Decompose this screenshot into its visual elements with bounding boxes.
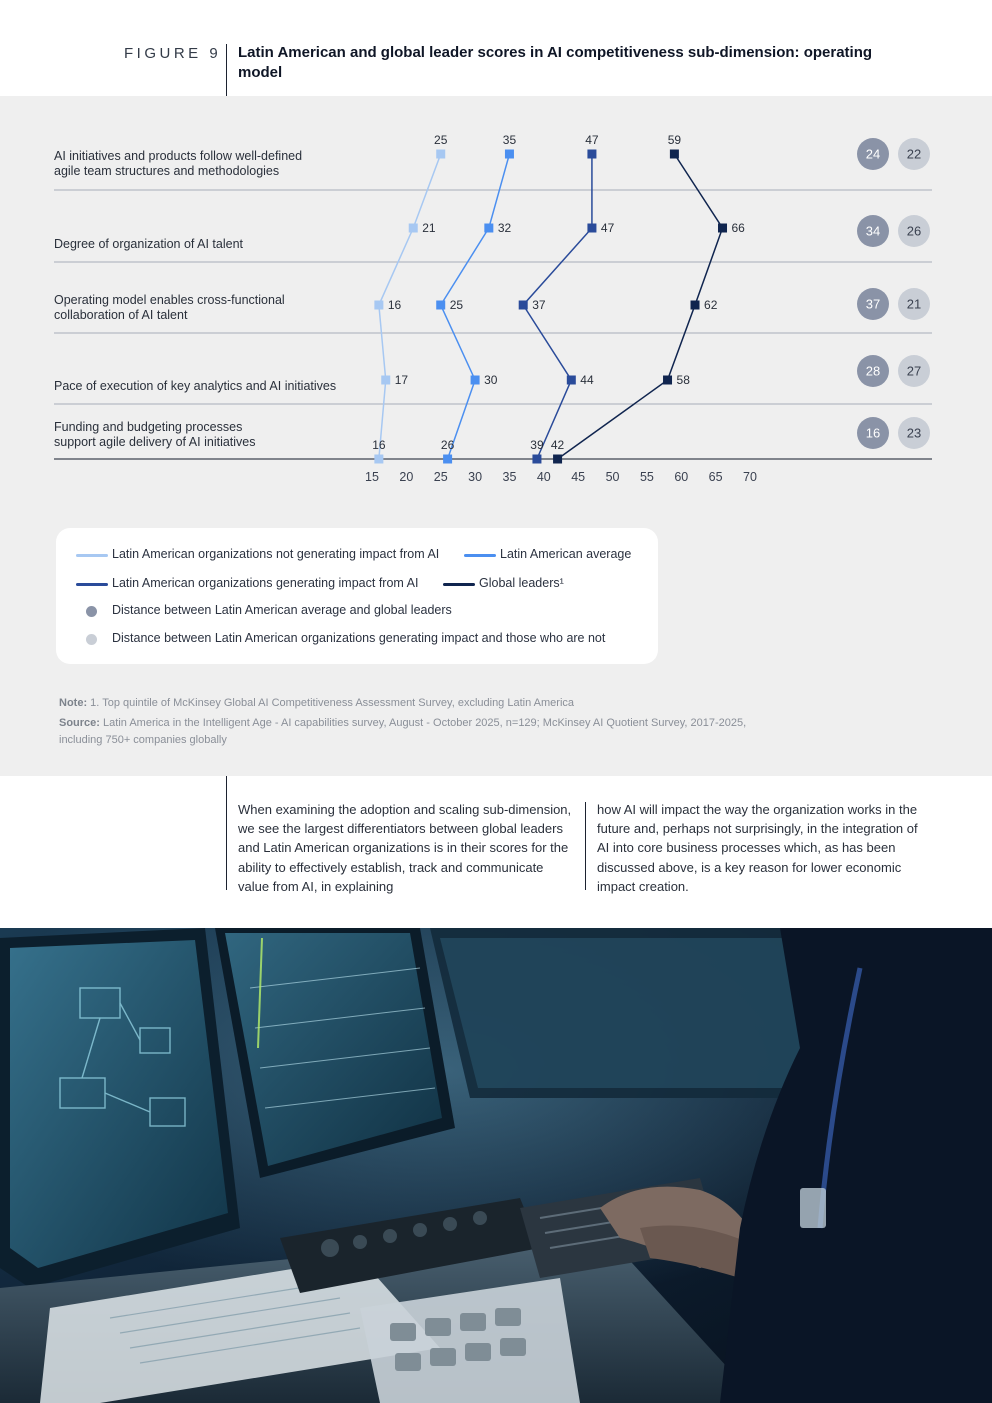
data-point [505, 150, 514, 159]
x-tick-label: 15 [365, 470, 379, 484]
data-label: 62 [704, 298, 718, 312]
data-point [409, 224, 418, 233]
data-point [443, 455, 452, 464]
source-text-line-2: including 750+ companies globally [59, 734, 227, 746]
note-label: Note: [59, 697, 88, 709]
legend-label-distance-impact: Distance between Latin American organizations generating impact and those who are not [112, 631, 606, 645]
chart-legend [56, 528, 658, 664]
figure-title: Latin American and global leader scores in AI competitiveness sub-dimension: operating model [238, 44, 873, 81]
x-tick-label: 60 [674, 470, 689, 484]
data-point [718, 224, 727, 233]
data-label: 66 [731, 221, 745, 235]
x-tick-label: 65 [708, 470, 723, 484]
legend-dot-distance-leaders [86, 606, 97, 617]
data-point [587, 150, 596, 159]
distance-value: 37 [865, 296, 881, 312]
x-tick-label: 45 [571, 470, 586, 484]
column-rule-middle [585, 802, 586, 890]
data-label: 47 [585, 133, 599, 147]
data-label: 21 [422, 221, 436, 235]
distance-value: 23 [906, 425, 922, 441]
x-tick-label: 55 [639, 470, 654, 484]
source-label: Source: [59, 717, 100, 729]
data-label: 25 [449, 298, 464, 312]
note-text: 1. Top quintile of McKinsey Global AI Competitiveness Assessment Survey, excluding Latin America [90, 697, 575, 709]
photo-computer-workstation [0, 928, 992, 1403]
data-point [381, 376, 390, 385]
figure-divider [226, 44, 227, 96]
data-label: 35 [502, 133, 517, 147]
legend-label-distance-leaders: Distance between Latin American average and global leaders [112, 603, 452, 617]
data-point [519, 301, 528, 310]
data-label: 16 [387, 298, 402, 312]
workstation-illustration [0, 928, 992, 1403]
data-point [374, 455, 383, 464]
data-label: 58 [676, 373, 690, 387]
dot-plot-chart [0, 96, 992, 516]
figure-label: FIGURE 9 [124, 45, 222, 62]
data-label: 26 [440, 438, 455, 452]
legend-swatch-latam-average [464, 554, 496, 557]
data-point [553, 455, 562, 464]
distance-value: 27 [906, 363, 922, 379]
body-column-2: how AI will impact the way the organization works in the future and, perhaps not surprisingly, in the integration of AI into core business processes which, as has been discussed above, is a key reason for lower economic impact creation. [597, 802, 918, 894]
legend-label-latam-average: Latin American average [500, 547, 632, 561]
distance-value: 24 [865, 146, 881, 162]
x-tick-label: 25 [433, 470, 448, 484]
data-point [471, 376, 480, 385]
data-point [567, 376, 576, 385]
data-label: 42 [550, 438, 565, 452]
data-label: 16 [372, 438, 386, 452]
legend-label-generating: Latin American organizations generating impact from AI [112, 576, 419, 590]
category-label: AI initiatives and products follow well-defined [54, 149, 303, 163]
chart-panel [0, 96, 992, 776]
column-rule-left [226, 776, 227, 890]
data-point [670, 150, 679, 159]
data-label: 25 [434, 133, 448, 147]
legend-swatch-not-generating [76, 554, 108, 557]
category-label: Funding and budgeting processes [54, 420, 243, 434]
distance-value: 34 [865, 223, 881, 239]
data-point [691, 301, 700, 310]
x-tick-label: 40 [536, 470, 551, 484]
category-label: support agile delivery of AI initiatives [54, 435, 256, 449]
figure-note [59, 695, 859, 712]
data-point [374, 301, 383, 310]
x-tick-label: 30 [468, 470, 483, 484]
x-tick-label: 50 [605, 470, 620, 484]
distance-value: 21 [906, 296, 922, 312]
legend-swatch-generating [76, 583, 108, 586]
x-tick-label: 70 [743, 470, 757, 484]
data-label: 17 [394, 373, 409, 387]
data-label: 30 [484, 373, 498, 387]
data-label: 37 [532, 298, 546, 312]
data-point [663, 376, 672, 385]
category-label: collaboration of AI talent [54, 308, 188, 322]
category-label: Pace of execution of key analytics and AI initiatives [54, 379, 337, 393]
legend-label-not-generating: Latin American organizations not generating impact from AI [112, 547, 440, 561]
data-label: 32 [497, 221, 512, 235]
legend-label-global-leaders: Global leaders¹ [479, 576, 564, 590]
distance-value: 26 [906, 223, 922, 239]
data-point [436, 150, 445, 159]
category-label: Operating model enables cross-functional [54, 293, 285, 307]
source-text-line-1: Latin America in the Intelligent Age - AI capabilities survey, August - October 2025, n=129; McKinsey AI Quotient Survey, 2017-2025, [103, 717, 747, 729]
distance-value: 28 [865, 363, 881, 379]
category-label: agile team structures and methodologies [54, 164, 280, 178]
data-point [484, 224, 493, 233]
data-point [587, 224, 596, 233]
distance-value: 16 [865, 425, 881, 441]
legend-dot-distance-impact [86, 634, 97, 645]
body-column-1: When examining the adoption and scaling sub-dimension, we see the largest differentiators between global leaders and Latin American organizations is in their scores for the ability to effectively establish, track and communicate value from AI, in explaining [238, 802, 572, 894]
figure-header [0, 0, 992, 96]
distance-value: 22 [906, 146, 922, 162]
data-label: 59 [667, 133, 682, 147]
data-label: 39 [530, 438, 544, 452]
x-tick-label: 35 [502, 470, 517, 484]
category-label: Degree of organization of AI talent [54, 237, 244, 251]
data-point [532, 455, 541, 464]
data-point [436, 301, 445, 310]
data-label: 44 [580, 373, 594, 387]
x-tick-label: 20 [399, 470, 414, 484]
legend-swatch-global-leaders [443, 583, 475, 586]
data-label: 47 [600, 221, 615, 235]
figure-source [59, 715, 859, 749]
